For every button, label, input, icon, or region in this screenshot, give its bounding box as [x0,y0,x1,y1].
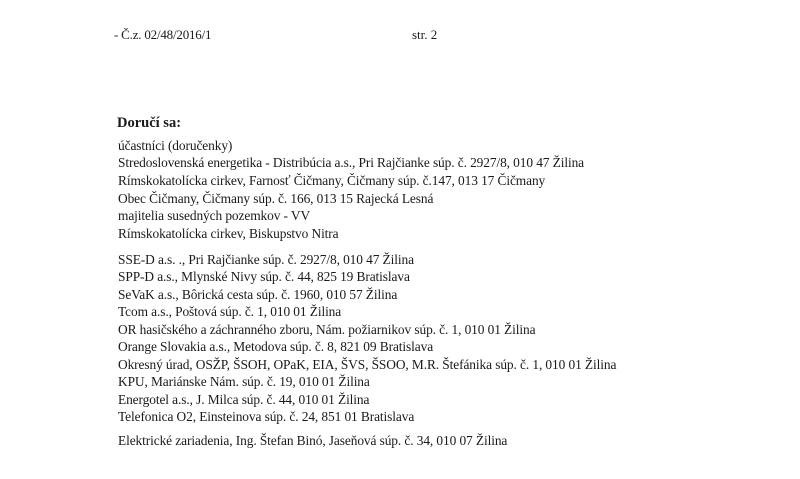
recipient-line: účastníci (doručenky) [118,138,233,153]
recipient-line: SSE-D a.s. ., Pri Rajčianke súp. č. 2927/8, 010 47 Žilina [118,252,414,267]
recipient-line: Telefonica O2, Einsteinova súp. č. 24, 851 01 Bratislava [118,409,415,424]
recipient-line: Elektrické zariadenia, Ing. Štefan Binó, Jaseňová súp. č. 34, 010 07 Žilina [118,433,508,448]
document-reference-number: - Č.z. 02/48/2016/1 [114,27,212,42]
recipient-line: majitelia susedných pozemkov - VV [118,208,311,223]
recipient-line: OR hasičského a záchranného zboru, Nám. požiarnikov súp. č. 1, 010 01 Žilina [118,322,536,337]
recipient-line: Rímskokatolícka cirkev, Biskupstvo Nitra [118,226,339,241]
recipient-line: Orange Slovakia a.s., Metodova súp. č. 8, 821 09 Bratislava [118,339,434,354]
page-number: str. 2 [412,27,438,42]
recipient-line: SPP-D a.s., Mlynské Nivy súp. č. 44, 825 19 Bratislava [118,269,410,284]
recipient-line: Rímskokatolícka cirkev, Farnosť Čičmany, Čičmany súp. č.147, 013 17 Čičmany [118,173,546,188]
recipient-line: Okresný úrad, OSŽP, ŠSOH, OPaK, EIA, ŠVS, ŠSOO, M.R. Štefánika súp. č. 1, 010 01 Žilina [118,357,617,372]
recipient-line: SeVaK a.s., Bôrická cesta súp. č. 1960, 010 57 Žilina [118,287,398,302]
recipient-line: Energotel a.s., J. Milca súp. č. 44, 010 01 Žilina [118,392,370,407]
recipient-line: Obec Čičmany, Čičmany súp. č. 166, 013 15 Rajecká Lesná [118,191,434,206]
recipient-line: Tcom a.s., Poštová súp. č. 1, 010 01 Žilina [118,304,342,319]
recipient-line: KPU, Mariánske Nám. súp. č. 19, 010 01 Žilina [118,374,370,389]
delivery-heading: Doručí sa: [117,115,182,131]
recipient-line: Stredoslovenská energetika - Distribúcia a.s., Pri Rajčianke súp. č. 2927/8, 010 47 Žilina [118,155,585,170]
